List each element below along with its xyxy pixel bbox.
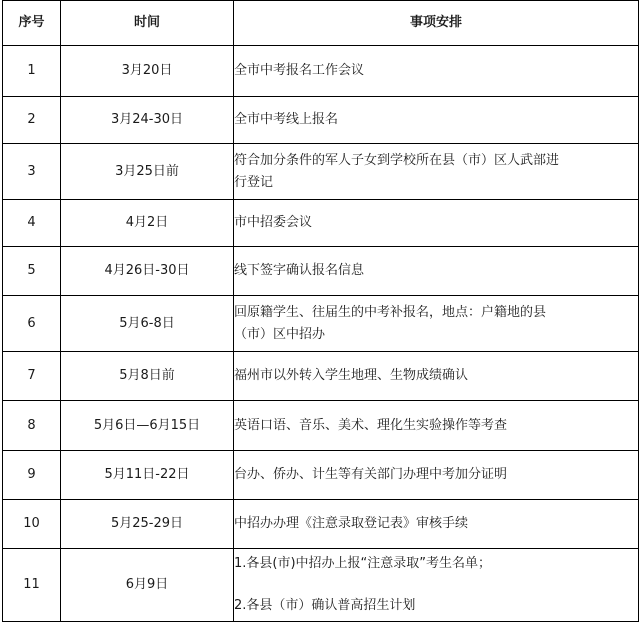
table-row [3, 200, 639, 247]
row-item [234, 200, 639, 247]
row-no: 3 [3, 144, 61, 200]
row-item-text: 1.各县(市)中招办上报“注意录取”考生名单； [234, 556, 492, 571]
row-item [234, 46, 639, 97]
row-no: 9 [3, 451, 61, 500]
header-time: 时间 [61, 1, 234, 46]
row-time: 4月2日 [61, 200, 234, 247]
table-row [3, 296, 639, 352]
row-no: 7 [3, 352, 61, 401]
table-row [3, 401, 639, 451]
row-item-text: 福州市以外转入学生地理、生物成绩确认 [234, 368, 469, 383]
table-header [3, 1, 639, 46]
row-time: 5月6-8日 [61, 296, 234, 352]
row-item-text: 2.各县（市）确认普高招生计划 [234, 598, 416, 613]
row-item-text: 线下签字确认报名信息 [234, 263, 365, 278]
row-time: 4月26日-30日 [61, 247, 234, 296]
row-item [234, 352, 639, 401]
row-item [234, 451, 639, 500]
row-item [234, 296, 639, 352]
row-item [234, 500, 639, 549]
row-time: 3月24-30日 [61, 97, 234, 144]
table-row [3, 247, 639, 296]
table-row [3, 144, 639, 200]
table-row [3, 451, 639, 500]
row-item-text: 符合加分条件的军人子女到学校所在县（市）区人武部进 [234, 152, 560, 168]
row-no: 5 [3, 247, 61, 296]
table-row [3, 46, 639, 97]
header-item: 事项安排 [234, 1, 639, 46]
row-item-text: 市中招委会议 [234, 215, 313, 230]
row-item-text: 行登记 [234, 174, 274, 190]
row-time: 6月9日 [61, 549, 234, 622]
row-no: 8 [3, 401, 61, 451]
row-item [234, 144, 639, 200]
row-item [234, 549, 639, 622]
table-row [3, 500, 639, 549]
row-item-text: （市）区中招办 [234, 326, 326, 342]
row-time: 3月25日前 [61, 144, 234, 200]
row-no: 6 [3, 296, 61, 352]
row-no: 4 [3, 200, 61, 247]
row-time: 5月6日—6月15日 [61, 401, 234, 451]
row-item-text: 中招办办理《注意录取登记表》审核手续 [234, 516, 469, 531]
row-time: 5月11日-22日 [61, 451, 234, 500]
table-row [3, 549, 639, 622]
schedule-table [2, 0, 639, 622]
row-time: 5月25-29日 [61, 500, 234, 549]
row-item-text: 台办、侨办、计生等有关部门办理中考加分证明 [234, 467, 508, 482]
row-item [234, 247, 639, 296]
row-item-gap [234, 575, 638, 595]
row-no: 2 [3, 97, 61, 144]
row-item [234, 97, 639, 144]
row-item-text: 全市中考线上报名 [234, 112, 339, 127]
row-item-text: 全市中考报名工作会议 [234, 63, 365, 78]
header-no: 序号 [3, 1, 61, 46]
table-body [3, 46, 639, 622]
row-item-text: 回原籍学生、往届生的中考补报名，地点：户籍地的县 [234, 304, 547, 320]
row-time: 5月8日前 [61, 352, 234, 401]
row-item-text: 英语口语、音乐、美术、理化生实验操作等考查 [234, 417, 508, 433]
table-row [3, 352, 639, 401]
row-no: 10 [3, 500, 61, 549]
header-row [3, 1, 639, 46]
row-no: 1 [3, 46, 61, 97]
row-no: 11 [3, 549, 61, 622]
table-row [3, 97, 639, 144]
row-item [234, 401, 639, 451]
row-time: 3月20日 [61, 46, 234, 97]
